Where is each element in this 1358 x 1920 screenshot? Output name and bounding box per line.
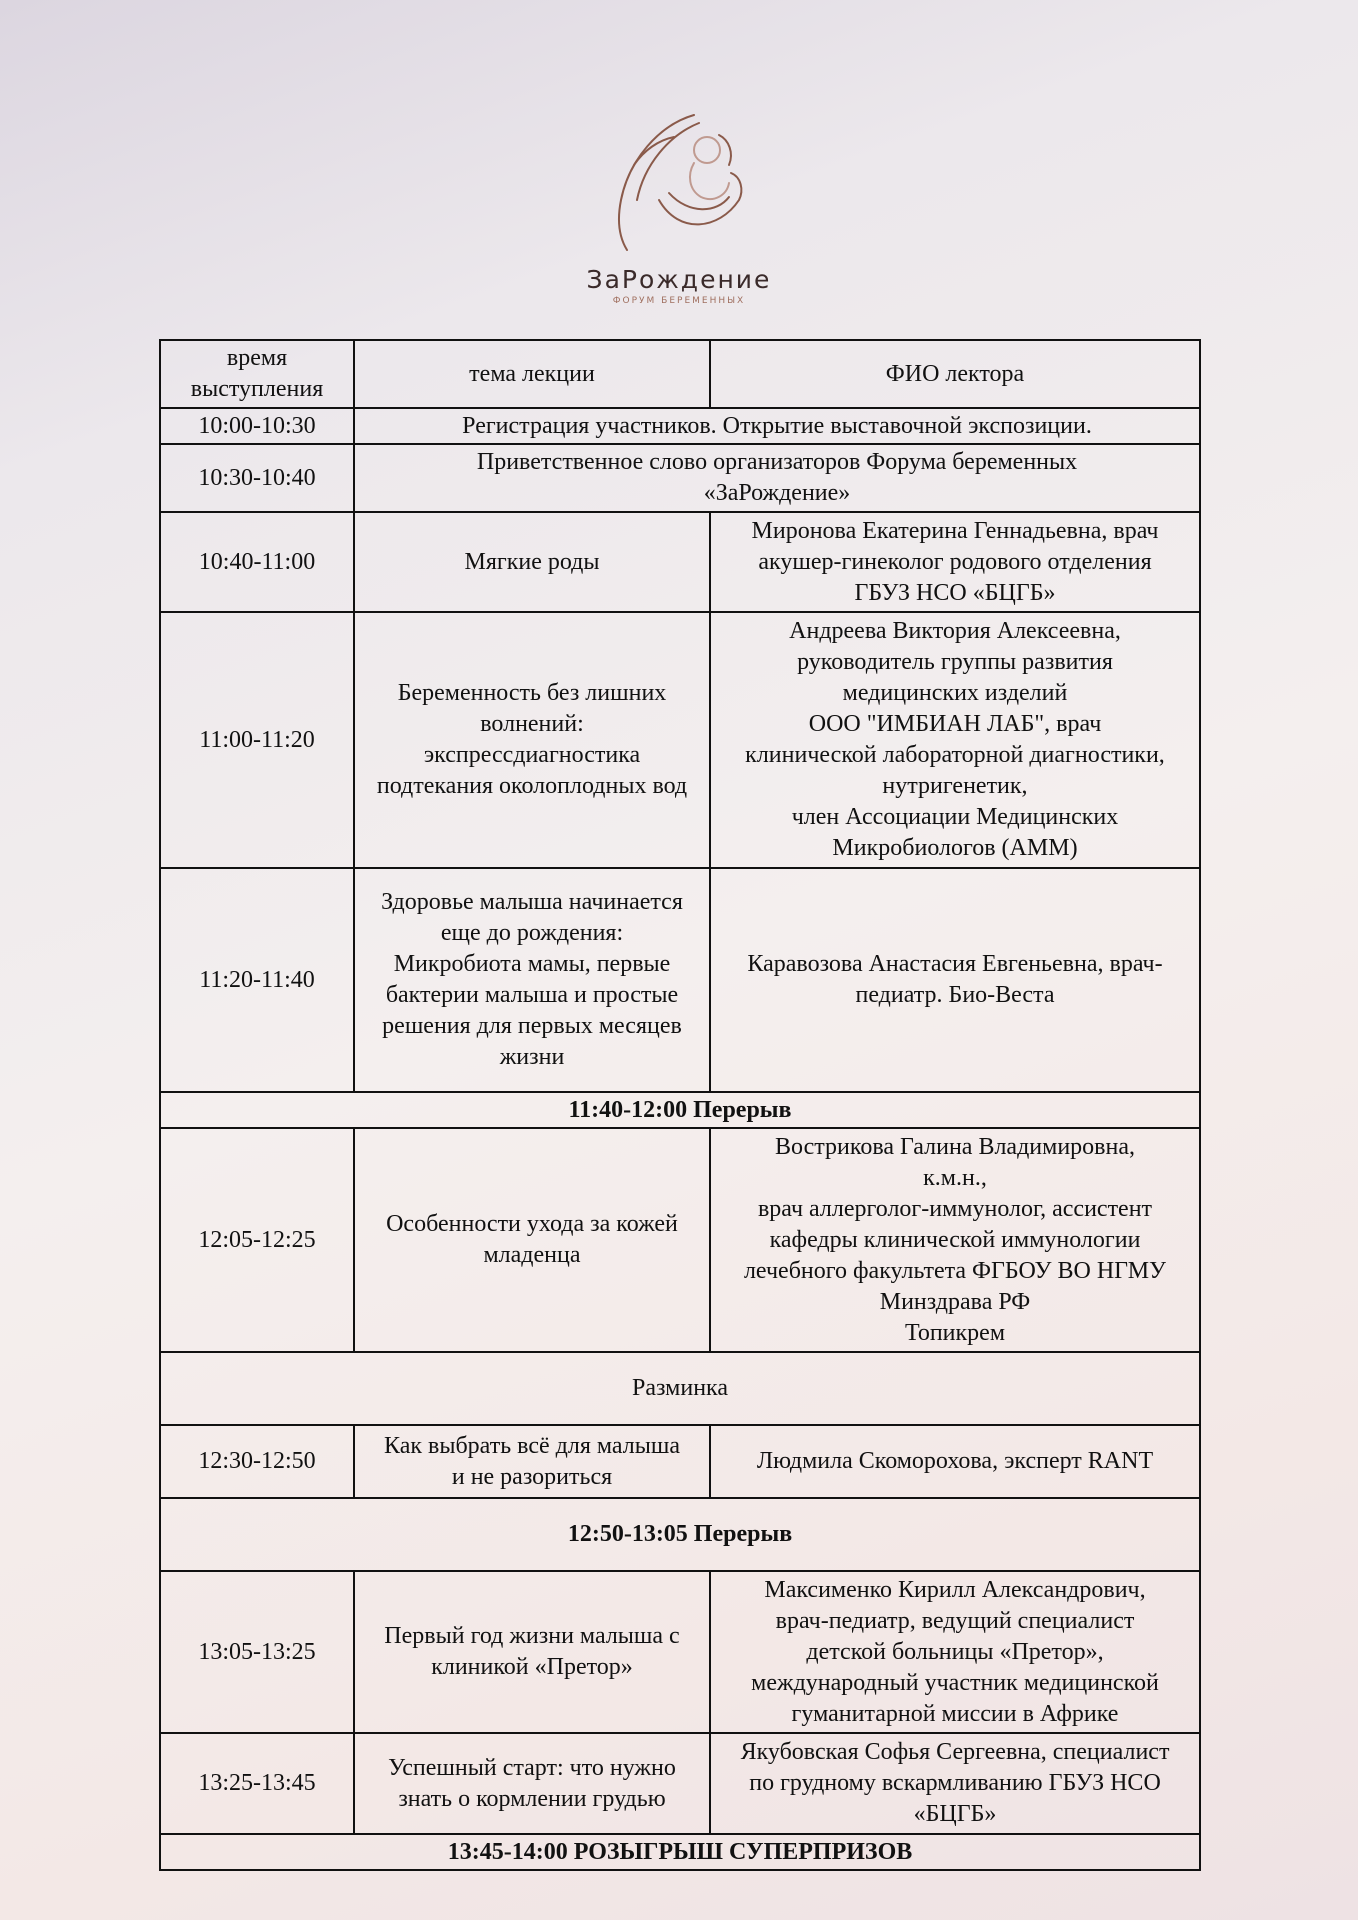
time-cell: 11:00-11:20 xyxy=(160,612,354,868)
topic-cell: Беременность без лишних волнений: экспрессдиагностика подтекания околоплодных вод xyxy=(354,612,710,868)
schedule-row xyxy=(160,512,1200,612)
header-topic: тема лекции xyxy=(354,340,710,408)
header-time: время выступления xyxy=(160,340,354,408)
lecturer-cell: Якубовская Софья Сергеевна, специалист по грудному вскармливанию ГБУЗ НСО «БЦГБ» xyxy=(710,1733,1200,1834)
break-cell: 13:45-14:00 РОЗЫГРЫШ СУПЕРПРИЗОВ xyxy=(160,1834,1200,1870)
time-cell: 12:05-12:25 xyxy=(160,1128,354,1352)
time-cell: 13:05-13:25 xyxy=(160,1571,354,1733)
topic-cell: Здоровье малыша начинается еще до рождения: Микробиота мамы, первые бактерии малыша и простые решения для первых месяцев жизни xyxy=(354,868,710,1092)
lecturer-cell: Максименко Кирилл Александрович, врач-педиатр, ведущий специалист детской больницы «Претор», международный участник медицинской гуманитарной миссии в Африке xyxy=(710,1571,1200,1733)
time-cell: 12:30-12:50 xyxy=(160,1425,354,1498)
lecturer-cell: Андреева Виктория Алексеевна, руководитель группы развития медицинских изделий ООО "ИМБИАН ЛАБ", врач клинической лабораторной диагностики, нутригенетик, член Ассоциации Медицинских Микробиологов (АММ) xyxy=(710,612,1200,868)
lecturer-cell: Миронова Екатерина Геннадьевна, врач акушер-гинеколог родового отделения ГБУЗ НСО «БЦГБ» xyxy=(710,512,1200,612)
break-row xyxy=(160,1092,1200,1128)
topic-cell: Успешный старт: что нужно знать о кормлении грудью xyxy=(354,1733,710,1834)
schedule-row xyxy=(160,1425,1200,1498)
schedule-row xyxy=(160,444,1200,512)
topic-cell: Особенности ухода за кожей младенца xyxy=(354,1128,710,1352)
warmup-cell: Разминка xyxy=(160,1352,1200,1425)
lecturer-cell: Людмила Скоморохова, эксперт RANT xyxy=(710,1425,1200,1498)
topic-cell: Первый год жизни малыша с клиникой «Претор» xyxy=(354,1571,710,1733)
schedule-row xyxy=(160,408,1200,444)
break-cell: 12:50-13:05 Перерыв xyxy=(160,1498,1200,1571)
schedule-row xyxy=(160,1128,1200,1352)
brand-name: ЗаРождение xyxy=(586,265,772,294)
event-cell: Приветственное слово организаторов Форума беременных «ЗаРождение» xyxy=(354,444,1200,512)
header-lecturer: ФИО лектора xyxy=(710,340,1200,408)
topic-cell: Как выбрать всё для малыша и не разориться xyxy=(354,1425,710,1498)
schedule-table xyxy=(159,339,1201,1871)
warmup-row xyxy=(160,1352,1200,1425)
break-row xyxy=(160,1498,1200,1571)
time-cell: 11:20-11:40 xyxy=(160,868,354,1092)
lecturer-cell: Каравозова Анастасия Евгеньевна, врач- педиатр. Био-Веста xyxy=(710,868,1200,1092)
logo xyxy=(0,105,1358,306)
event-cell: Регистрация участников. Открытие выставочной экспозиции. xyxy=(354,408,1200,444)
time-cell: 10:40-11:00 xyxy=(160,512,354,612)
time-cell: 10:00-10:30 xyxy=(160,408,354,444)
schedule-row xyxy=(160,1571,1200,1733)
schedule-row xyxy=(160,868,1200,1092)
schedule-row xyxy=(160,1733,1200,1834)
time-cell: 13:25-13:45 xyxy=(160,1733,354,1834)
topic-cell: Мягкие роды xyxy=(354,512,710,612)
break-cell: 11:40-12:00 Перерыв xyxy=(160,1092,1200,1128)
brand-subtitle: ФОРУМ БЕРЕМЕННЫХ xyxy=(612,296,746,306)
schedule-row xyxy=(160,612,1200,868)
break-row xyxy=(160,1834,1200,1870)
mother-baby-logo-icon xyxy=(599,105,759,255)
time-cell: 10:30-10:40 xyxy=(160,444,354,512)
header-row xyxy=(160,340,1200,408)
lecturer-cell: Вострикова Галина Владимировна, к.м.н., врач аллерголог-иммунолог, ассистент кафедры клинической иммунологии лечебного факультета ФГБОУ ВО НГМУ Минздрава РФ Топикрем xyxy=(710,1128,1200,1352)
